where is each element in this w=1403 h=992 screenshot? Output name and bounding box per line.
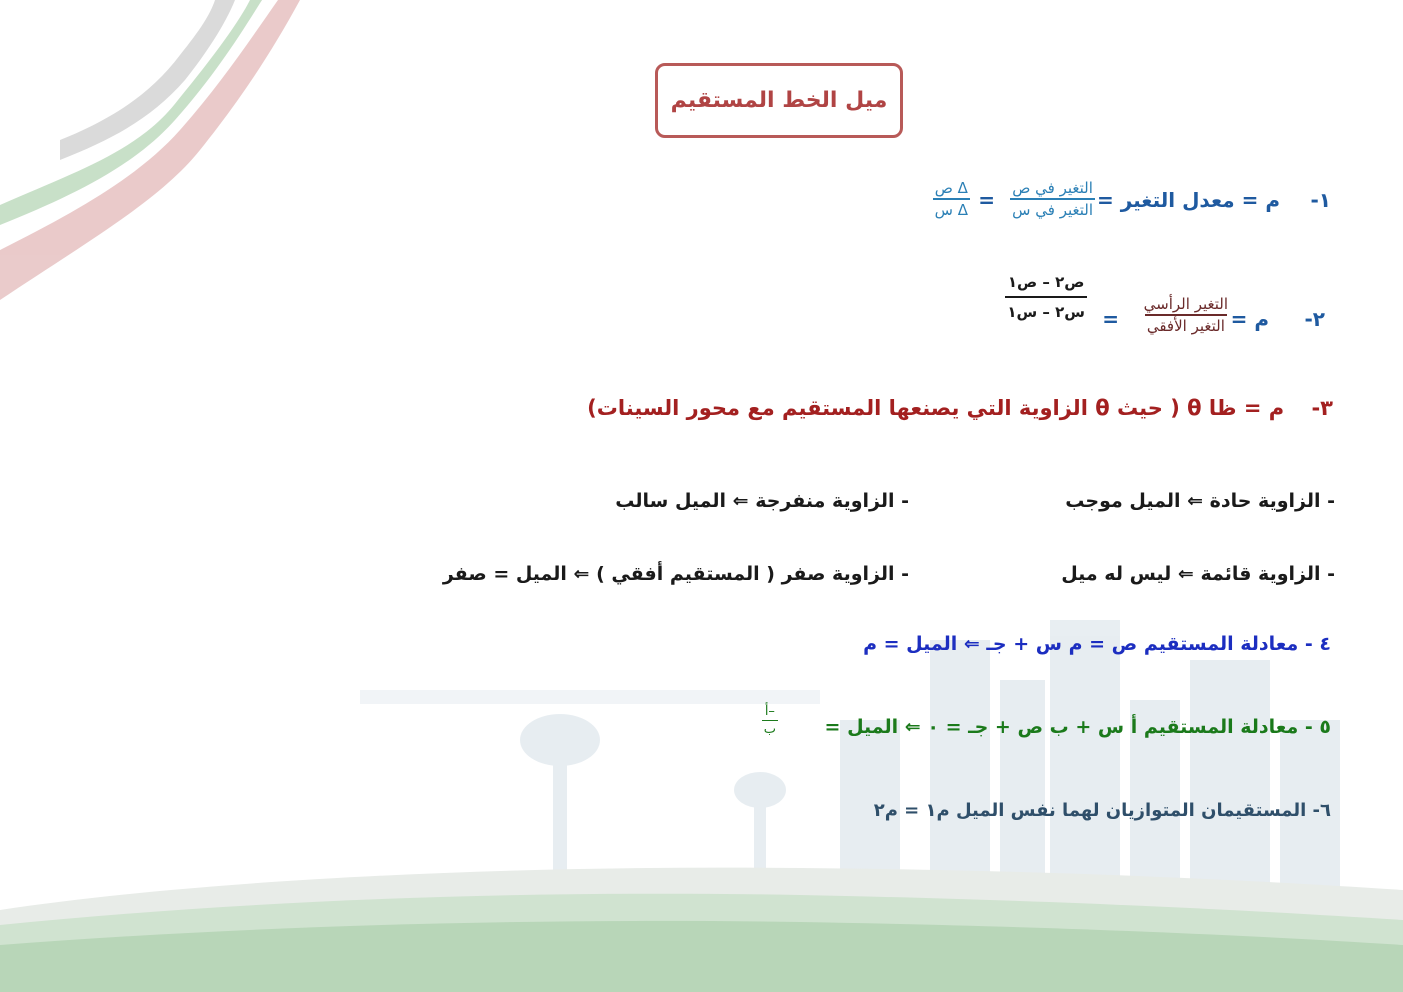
item3-text — [587, 396, 1333, 420]
item2-frac2-denominator: س٢ – س١ — [1005, 296, 1087, 322]
item1-fraction-change — [1010, 178, 1095, 220]
item1-frac2-denominator: Δ س — [933, 198, 970, 220]
item1-fraction-delta — [933, 178, 970, 220]
item1-equals: = — [978, 188, 995, 212]
bottom-flag-wave — [0, 868, 1403, 992]
item3-number: ٣- — [1311, 396, 1333, 420]
item1-number: ١- — [1310, 188, 1331, 212]
item2-lhs: م = — [1230, 307, 1269, 331]
item5-slope-fraction — [762, 703, 778, 738]
skyline — [360, 620, 1340, 900]
page-title-box — [655, 63, 903, 138]
item3-formula: م = ظا θ ( حيث θ الزاوية التي يصنعها المستقيم مع محور السينات) — [587, 396, 1285, 420]
item2-equals: = — [1102, 307, 1119, 331]
item4-line-equation: ٤ - معادلة المستقيم ص = م س + جـ ⇐ الميل = م — [863, 633, 1331, 655]
item2-fraction-change — [1142, 294, 1230, 336]
rule-obtuse-angle: - الزاوية منفرجة ⇐ الميل سالب — [615, 490, 909, 512]
rule-zero-angle: - الزاوية صفر ( المستقيم أفقي ) ⇐ الميل = صفر — [442, 563, 909, 585]
rule-right-angle: - الزاوية قائمة ⇐ ليس له ميل — [1061, 563, 1335, 585]
item2-frac1-denominator: التغير الأفقي — [1145, 314, 1227, 336]
item1-frac2-numerator: Δ ص — [934, 179, 968, 197]
flag-ribbon — [0, 0, 300, 300]
item2-frac2-numerator: ص٢ – ص١ — [1007, 273, 1085, 291]
rule-acute-angle: - الزاوية حادة ⇐ الميل موجب — [1065, 490, 1335, 512]
item1-frac1-denominator: التغير في س — [1010, 198, 1095, 220]
page-title: ميل الخط المستقيم — [670, 88, 888, 113]
item5-frac-numerator: –أ — [764, 704, 775, 719]
item2-number: ٢- — [1304, 307, 1325, 331]
item5-frac-denominator: ب — [763, 722, 776, 737]
item1-lhs: م = معدل التغير = — [1096, 188, 1280, 212]
item2-fraction-coords — [1005, 272, 1087, 322]
item6-parallel-lines: ٦- المستقيمان المتوازيان لهما نفس الميل م١ = م٢ — [873, 800, 1331, 821]
item5-general-equation: ٥ - معادلة المستقيم أ س + ب ص + جـ = ٠ ⇐ الميل = — [824, 716, 1331, 738]
item1-frac1-numerator: التغير في ص — [1012, 179, 1093, 197]
item2-frac1-numerator: التغير الرأسي — [1143, 295, 1228, 313]
